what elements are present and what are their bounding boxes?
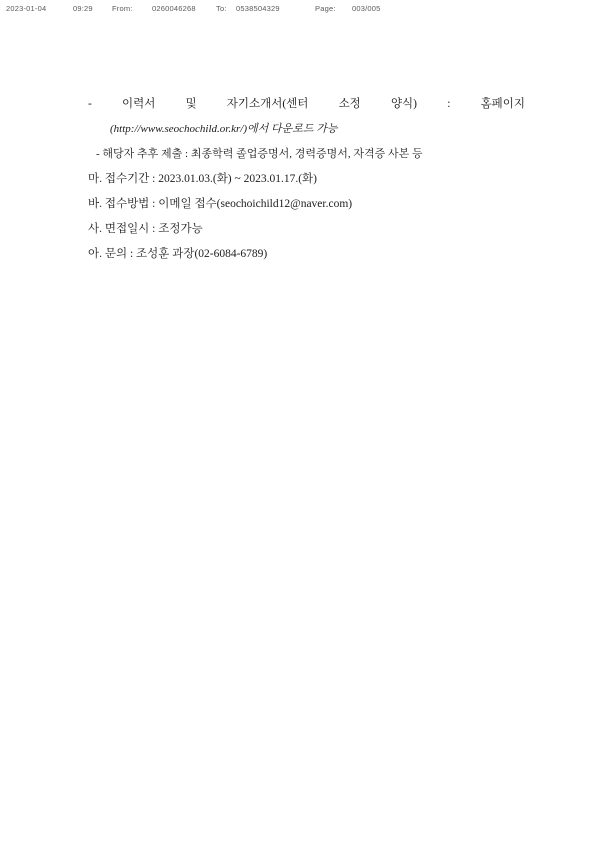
fax-header-time: 09:29 [73,4,93,13]
line1-word1: 이력서 [122,98,156,110]
document-line-1 [88,92,525,117]
document-line-6-interview-date: 사. 면접일시 : 조정가능 [88,223,203,235]
document-line-7-contact: 아. 문의 : 조성훈 과장(02-6084-6789) [88,248,268,260]
document-line-3: - 해당자 추후 제출 : 최종학력 졸업증명서, 경력증명서, 자격증 사본 등 [96,148,423,160]
fax-transmission-header [0,4,609,16]
line1-dash: - [88,98,92,110]
document-line-2-url: (http://www.seochochild.or.kr/)에서 다운로드 가능 [110,123,338,135]
line1-word6: : [447,98,451,110]
fax-header-from-number: 0260046268 [152,4,196,13]
document-line-4-receipt-period: 마. 접수기간 : 2023.01.03.(화) ~ 2023.01.17.(화) [88,173,317,185]
line1-word5: 양식) [390,98,418,110]
fax-header-to-label: To: [216,4,227,13]
fax-header-date: 2023-01-04 [6,4,47,13]
line1-word4: 소정 [338,98,361,110]
fax-header-page-number: 003/005 [352,4,381,13]
document-line-5-receipt-method: 바. 접수방법 : 이메일 접수(seochoichild12@naver.com) [88,198,353,210]
fax-header-page-label: Page: [315,4,336,13]
fax-header-to-number: 0538504329 [236,4,280,13]
fax-header-from-label: From: [112,4,133,13]
document-body [88,92,538,267]
line1-word7: 홈페이지 [480,98,525,110]
line1-word2: 및 [185,98,197,110]
line1-word3: 자기소개서(센터 [226,98,309,110]
